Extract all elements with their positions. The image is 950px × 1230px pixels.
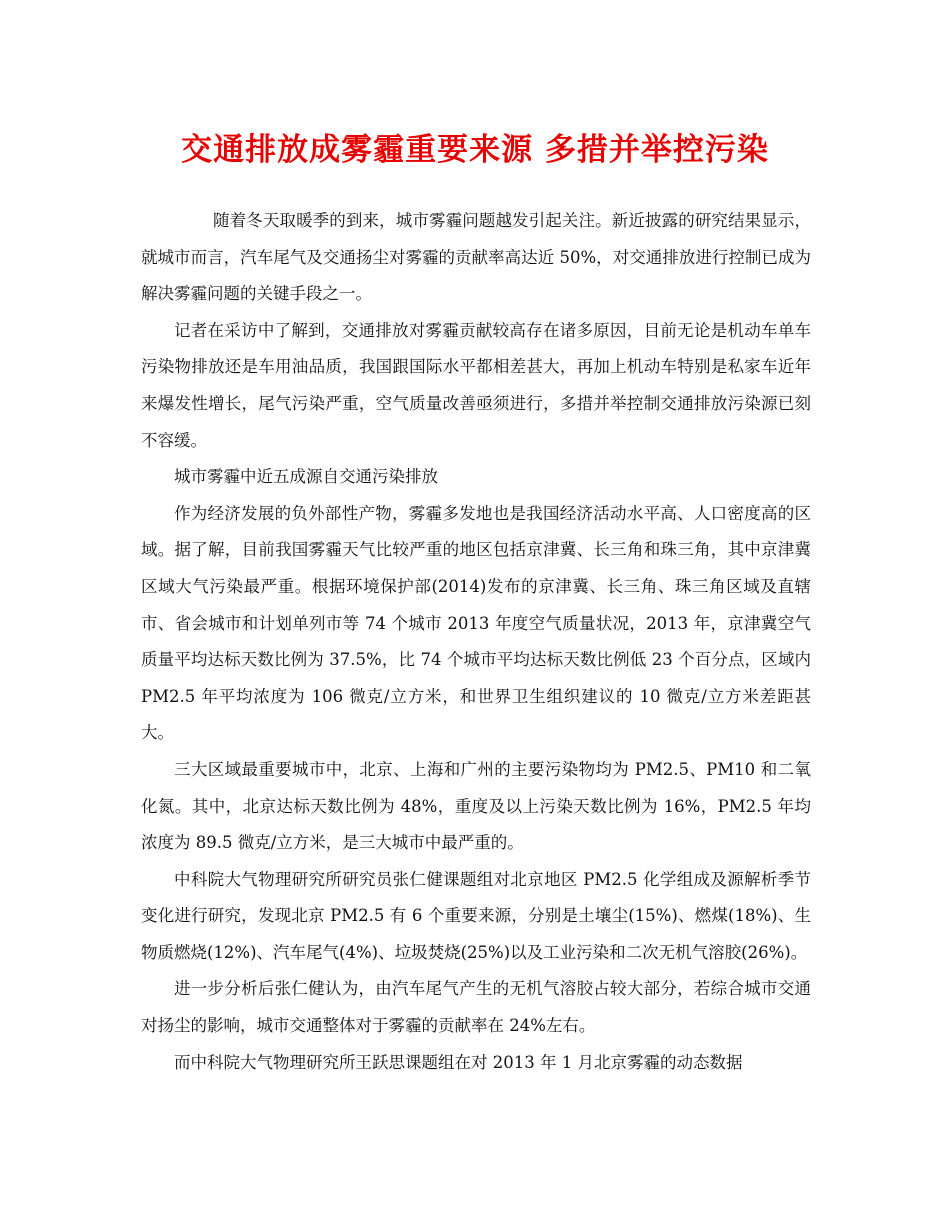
paragraph: 记者在采访中了解到，交通排放对雾霾贡献较高存在诸多原因，目前无论是机动车单车污染物排放还是车用油品质，我国跟国际水平都相差甚大，再加上机动车特别是私家车近年来爆发性增长，尾气污染严重，空气质量改善亟须进行，多措并举控制交通排放污染源已刻不容缓。 <box>141 320 811 450</box>
paragraph: 作为经济发展的负外部性产物，雾霾多发地也是我国经济活动水平高、人口密度高的区域。据了解，目前我国雾霾天气比较严重的地区包括京津冀、长三角和珠三角，其中京津冀区域大气污染最严重。根据环境保护部(2014)发布的京津冀、长三角、珠三角区域及直辖市、省会城市和计划单列市等 74 个城市 2013 年度空气质量状况，2013 年，京津冀空气质量平均达标天数比例为 37.5%，比 74 个城市平均达标天数比例低 23 个百分点，区域内 PM2.5 年平均浓度为 106 微克/立方米，和世界卫生组织建议的 10 微克/立方米差距甚大。 <box>141 503 811 743</box>
section-heading: 城市雾霾中近五成源自交通污染排放 <box>174 467 438 487</box>
paragraph: 进一步分析后张仁健认为，由汽车尾气产生的无机气溶胶占较大部分，若综合城市交通对扬尘的影响，城市交通整体对于雾霾的贡献率在 24%左右。 <box>141 979 811 1036</box>
paragraph: 中科院大气物理研究所研究员张仁健课题组对北京地区 PM2.5 化学组成及源解析季节变化进行研究，发现北京 PM2.5 有 6 个重要来源，分别是土壤尘(15%)、燃煤(18%)、生物质燃烧(12%)、汽车尾气(4%)、垃圾焚烧(25%)以及工业污染和二次无机气溶胶(26%)。 <box>141 869 811 962</box>
paragraph: 而中科院大气物理研究所王跃思课题组在对 2013 年 1 月北京雾霾的动态数据 <box>174 1052 743 1072</box>
paragraph: 随着冬天取暖季的到来，城市雾霾问题越发引起关注。新近披露的研究结果显示，就城市而言，汽车尾气及交通扬尘对雾霾的贡献率高达近 50%，对交通排放进行控制已成为解决雾霾问题的关键手段之一。 <box>141 211 811 304</box>
document-body <box>141 203 811 1081</box>
paragraph: 三大区域最重要城市中，北京、上海和广州的主要污染物均为 PM2.5、PM10 和二氧化氮。其中，北京达标天数比例为 48%，重度及以上污染天数比例为 16%，PM2.5 年均浓度为 89.5 微克/立方米，是三大城市中最严重的。 <box>141 759 811 853</box>
document-title: 交通排放成雾霾重要来源 多措并举控污染 <box>181 132 769 168</box>
